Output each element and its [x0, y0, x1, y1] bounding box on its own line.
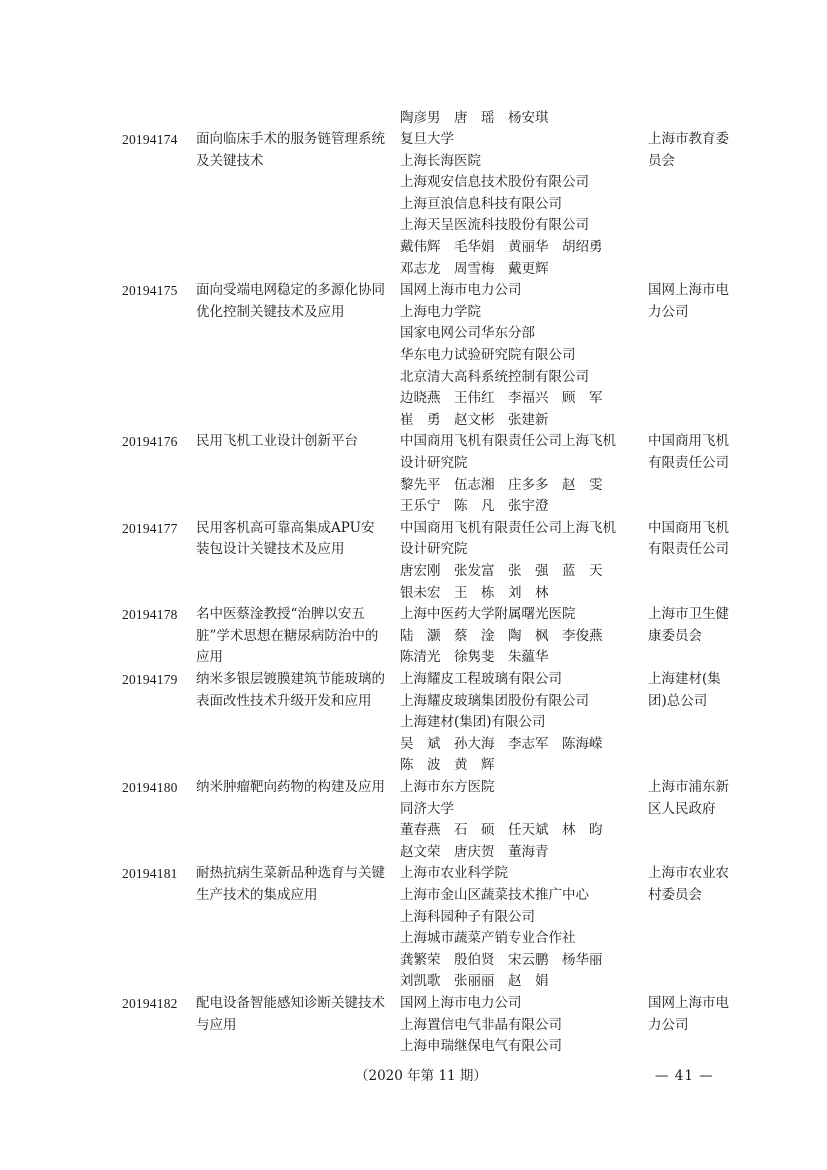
- unit-name: 设计研究院: [400, 454, 468, 471]
- unit-name: 上海中医药大学附属曙光医院: [400, 606, 576, 623]
- unit-name: 上海市东方医院: [400, 778, 495, 795]
- author-names: 陈清光 徐隽斐 朱蘊华: [400, 649, 549, 666]
- author-names: 陈 波 黄 辉: [400, 757, 495, 774]
- award-record: [0, 777, 827, 863]
- project-title: 民用客机高可靠高集成APU安装包设计关键技术及应用: [196, 519, 375, 558]
- unit-name: 国网上海市电力公司: [400, 282, 522, 299]
- recommending-department: 中国商用飞机有限责任公司: [648, 433, 729, 471]
- unit-name: 上海电力学院: [400, 303, 481, 320]
- project-number: 20194179: [122, 671, 178, 687]
- project-number: 20194176: [122, 434, 178, 450]
- author-names: 赵文荣 唐庆贺 董海青: [400, 843, 549, 860]
- award-record: [0, 518, 827, 604]
- unit-name: 北京清大高科系统控制有限公司: [400, 368, 589, 385]
- page-number: — 41 —: [655, 1068, 714, 1084]
- unit-name: 上海科园种子有限公司: [400, 908, 535, 925]
- author-names: 陆 灏 蔡 淦 陶 枫 李俊燕: [400, 627, 603, 644]
- unit-name: 上海长海医院: [400, 152, 481, 169]
- project-title: 名中医蔡淦教授“治脾以安五脏”学术思想在糖尿病防治中的应用: [196, 606, 379, 666]
- author-names: 唐宏刚 张发富 张 强 蓝 天: [400, 562, 603, 579]
- author-names: 银未宏 王 栋 刘 林: [400, 584, 549, 601]
- unit-name: 上海耀皮玻璃集团股份有限公司: [400, 692, 589, 709]
- project-number: 20194177: [122, 520, 178, 536]
- author-names: 戴伟辉 毛华娟 黄丽华 胡绍勇: [400, 238, 603, 255]
- units-and-authors: [400, 431, 640, 517]
- recommending-department: 上海市农业农村委员会: [648, 865, 729, 903]
- project-title: 纳米多银层镀膜建筑节能玻璃的表面改性技术升级开发和应用: [196, 670, 385, 709]
- award-list: [0, 129, 827, 1058]
- author-names: 崔 勇 赵文彬 张建新: [400, 411, 549, 428]
- unit-name: 中国商用飞机有限责任公司上海飞机: [400, 519, 616, 536]
- units-and-authors: [400, 777, 640, 863]
- author-names: 吴 斌 孙大海 李志军 陈海嵘: [400, 735, 603, 752]
- project-number: 20194175: [122, 283, 178, 299]
- unit-name: 上海城市蔬菜产销专业合作社: [400, 930, 576, 947]
- recommending-department: 上海市浦东新区人民政府: [648, 778, 729, 817]
- unit-name: 国网上海市电力公司: [400, 994, 522, 1011]
- units-and-authors: [400, 129, 640, 280]
- units-and-authors: [400, 280, 640, 431]
- units-and-authors: [400, 993, 640, 1058]
- project-title: 民用飞机工业设计创新平台: [196, 433, 358, 450]
- unit-name: 同济大学: [400, 800, 454, 817]
- project-title: 面向临床手术的服务链管理系统及关键技术: [196, 131, 385, 169]
- author-names: 董春燕 石 硕 任天斌 林 昀: [400, 822, 603, 839]
- recommending-department: 国网上海市电力公司: [648, 282, 729, 320]
- units-and-authors: [400, 518, 640, 604]
- unit-name: 上海亘浪信息科技有限公司: [400, 195, 562, 212]
- author-names: 王乐宁 陈 凡 张宇澄: [400, 498, 549, 515]
- project-title: 纳米肿瘤靶向药物的构建及应用: [196, 778, 385, 795]
- unit-name: 华东电力试验研究院有限公司: [400, 346, 576, 363]
- unit-name: 上海市农业科学院: [400, 865, 508, 882]
- project-number: 20194182: [122, 995, 178, 1011]
- unit-name: 上海耀皮工程玻璃有限公司: [400, 670, 562, 687]
- award-record: [0, 669, 827, 777]
- author-names: 龚繁荣 殷伯贤 宋云鹏 杨华丽: [400, 951, 603, 968]
- project-number: 20194178: [122, 607, 178, 623]
- units-and-authors: [400, 669, 640, 777]
- project-number: 20194181: [122, 866, 178, 882]
- unit-name: 中国商用飞机有限责任公司上海飞机: [400, 433, 616, 450]
- issue-label: （2020 年第 11 期）: [355, 1068, 487, 1084]
- author-names: 邓志龙 周雪梅 戴更辉: [400, 260, 549, 277]
- author-names: 黎先平 伍志湘 庄多多 赵 雯: [400, 476, 603, 493]
- award-record: [0, 431, 827, 517]
- recommending-department: 上海市教育委员会: [648, 131, 729, 169]
- award-record: [0, 280, 827, 431]
- author-names: 边晓燕 王伟红 李福兴 顾 军: [400, 390, 603, 407]
- units-and-authors: [400, 604, 640, 669]
- author-names: 刘凯歌 张丽丽 赵 娟: [400, 973, 549, 990]
- unit-name: 上海市金山区蔬菜技术推广中心: [400, 886, 589, 903]
- unit-name: 国家电网公司华东分部: [400, 325, 535, 342]
- continued-author-names: 陶彦男 唐 瑶 杨安琪: [400, 110, 549, 126]
- recommending-department: 国网上海市电力公司: [648, 994, 729, 1033]
- award-record: [0, 993, 827, 1058]
- project-title: 耐热抗病生菜新品种选育与关键生产技术的集成应用: [196, 865, 385, 903]
- recommending-department: 上海建材(集团)总公司: [648, 670, 721, 709]
- recommending-department: 中国商用飞机有限责任公司: [648, 519, 729, 558]
- unit-name: 复旦大学: [400, 131, 454, 147]
- award-record: [0, 863, 827, 993]
- units-and-authors: [400, 863, 640, 993]
- project-number: 20194180: [122, 779, 178, 795]
- project-title: 配电设备智能感知诊断关键技术与应用: [196, 994, 385, 1033]
- project-number: 20194174: [122, 132, 178, 147]
- unit-name: 上海建材(集团)有限公司: [400, 714, 546, 731]
- unit-name: 上海天呈医流科技股份有限公司: [400, 217, 589, 234]
- project-title: 面向受端电网稳定的多源化协同优化控制关键技术及应用: [196, 282, 385, 320]
- unit-name: 设计研究院: [400, 541, 468, 558]
- unit-name: 上海申瑞继保电气有限公司: [400, 1038, 562, 1055]
- recommending-department: 上海市卫生健康委员会: [648, 606, 729, 644]
- award-record: [0, 604, 827, 669]
- unit-name: 上海置信电气非晶有限公司: [400, 1016, 562, 1033]
- unit-name: 上海观安信息技术股份有限公司: [400, 174, 589, 191]
- award-record: [0, 129, 827, 280]
